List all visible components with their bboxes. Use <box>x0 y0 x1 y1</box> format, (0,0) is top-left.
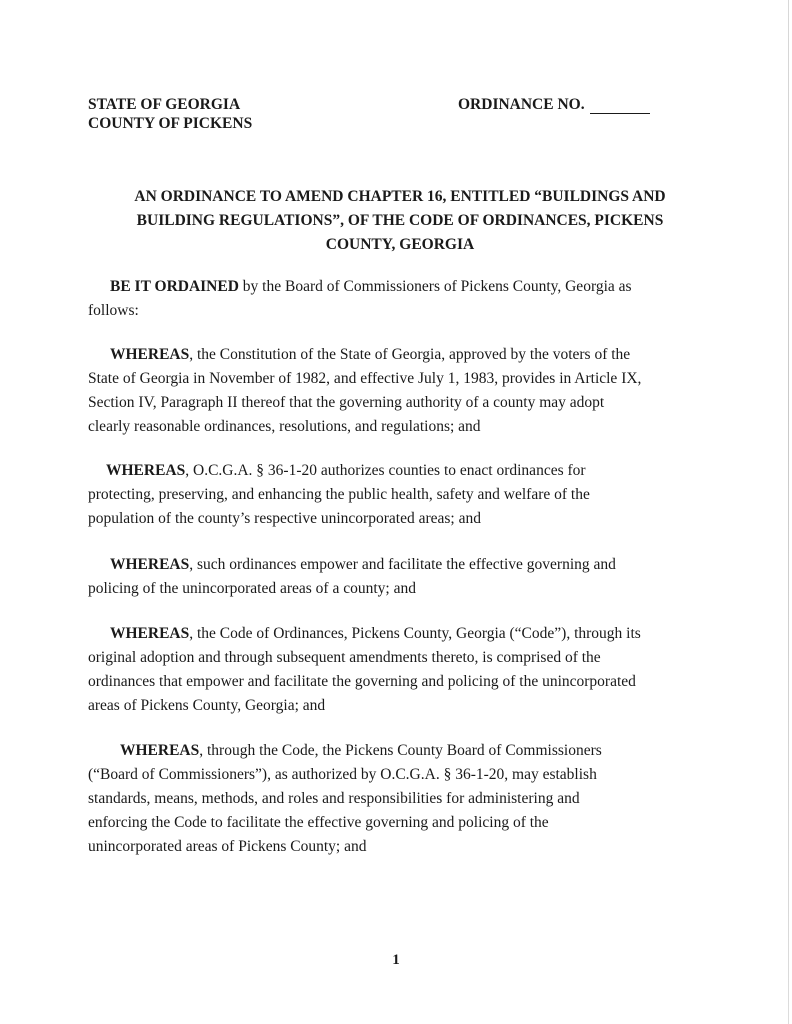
ordained-paragraph <box>88 275 708 323</box>
ordinance-number-blank <box>590 99 650 114</box>
whereas-paragraph <box>88 553 708 601</box>
jurisdiction-header <box>88 95 252 133</box>
paragraph-lead: WHEREAS <box>120 742 200 759</box>
state-label: STATE OF GEORGIA <box>88 96 241 113</box>
paragraph-text: enforcing the Code to facilitate the effective governing and policing of the <box>88 814 549 831</box>
title-line: AN ORDINANCE TO AMEND CHAPTER 16, ENTITLED “BUILDINGS AND <box>134 188 666 205</box>
paragraph-text: population of the county’s respective unincorporated areas; and <box>88 510 481 527</box>
paragraph-text: policing of the unincorporated areas of a county; and <box>88 580 416 597</box>
paragraph-text: State of Georgia in November of 1982, and effective July 1, 1983, provides in Article IX, <box>88 370 642 387</box>
paragraph-text: (“Board of Commissioners”), as authorized by O.C.G.A. § 36-1-20, may establish <box>88 766 597 783</box>
paragraph-text: Section IV, Paragraph II thereof that the governing authority of a county may adopt <box>88 394 605 411</box>
paragraph-text: protecting, preserving, and enhancing the public health, safety and welfare of the <box>88 486 590 503</box>
title-line: BUILDING REGULATIONS”, OF THE CODE OF ORDINANCES, PICKENS <box>136 212 664 229</box>
paragraph-text: , the Code of Ordinances, Pickens County, Georgia (“Code”), through its <box>189 625 641 642</box>
paragraph-text: unincorporated areas of Pickens County; and <box>88 838 367 855</box>
paragraph-text: by the Board of Commissioners of Pickens County, Georgia as <box>238 278 632 295</box>
paragraph-lead: WHEREAS <box>110 625 190 642</box>
paragraph-text: original adoption and through subsequent amendments thereto, is comprised of the <box>88 649 601 666</box>
ordinance-number-label: ORDINANCE NO. <box>458 96 585 113</box>
paragraph-text: areas of Pickens County, Georgia; and <box>88 697 326 714</box>
paragraph-text: clearly reasonable ordinances, resolutions, and regulations; and <box>88 418 481 435</box>
paragraph-text: , O.C.G.A. § 36-1-20 authorizes counties to enact ordinances for <box>185 462 586 479</box>
county-label: COUNTY OF PICKENS <box>88 115 253 132</box>
paragraph-lead: BE IT ORDAINED <box>110 278 239 295</box>
ordinance-title <box>80 185 720 257</box>
paragraph-text: follows: <box>88 302 139 319</box>
paragraph-lead: WHEREAS <box>110 556 190 573</box>
whereas-paragraph <box>88 459 708 531</box>
paragraph-lead: WHEREAS <box>106 462 186 479</box>
paragraph-text: , through the Code, the Pickens County Board of Commissioners <box>199 742 602 759</box>
paragraph-text: ordinances that empower and facilitate the governing and policing of the unincorporated <box>88 673 636 690</box>
ordinance-number-header <box>458 95 650 114</box>
page-number: 1 <box>392 952 400 968</box>
paragraph-text: , such ordinances empower and facilitate the effective governing and <box>189 556 616 573</box>
paragraph-text: standards, means, methods, and roles and responsibilities for administering and <box>88 790 580 807</box>
whereas-paragraph <box>88 343 708 439</box>
paragraph-lead: WHEREAS <box>110 346 190 363</box>
title-line: COUNTY, GEORGIA <box>325 236 475 253</box>
scan-edge-line <box>788 0 789 1024</box>
whereas-paragraph <box>88 739 708 859</box>
whereas-paragraph <box>88 622 708 718</box>
paragraph-text: , the Constitution of the State of Georgia, approved by the voters of the <box>189 346 631 363</box>
